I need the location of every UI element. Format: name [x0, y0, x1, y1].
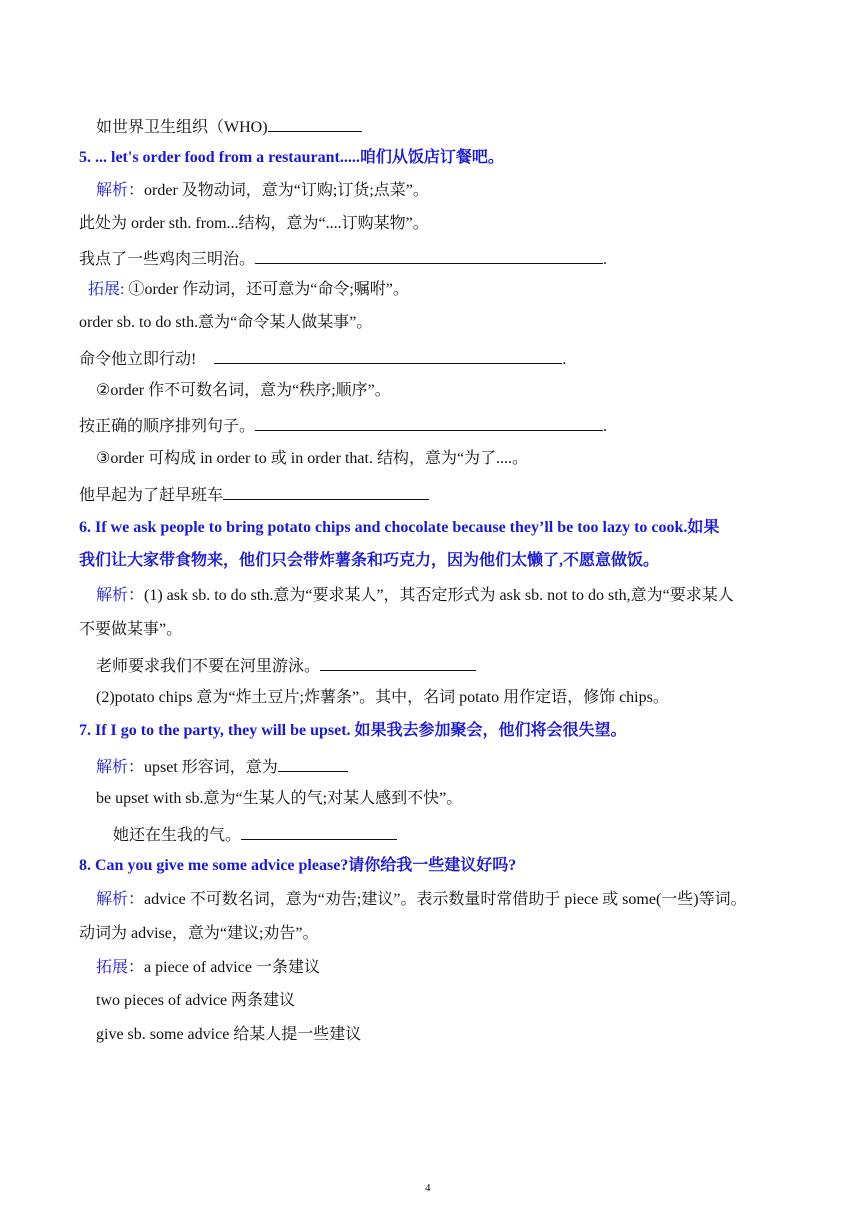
text-line	[96, 890, 747, 910]
text-line	[96, 789, 462, 809]
line-text: 命令他立即行动!	[79, 351, 197, 368]
text-line	[96, 115, 362, 138]
extension-label: 拓展:	[88, 281, 125, 298]
line-text: ：upset 形容词，意为	[128, 759, 278, 776]
text-line	[113, 823, 397, 846]
extension-label: 拓展	[96, 959, 129, 976]
answer-blank[interactable]	[214, 347, 562, 364]
answer-blank[interactable]	[320, 654, 476, 671]
line-text: give sb. some advice 给某人提一些建议	[96, 1026, 362, 1043]
analysis-label: 解析	[96, 587, 129, 604]
text-line	[79, 414, 607, 437]
line-text: two pieces of advice 两条建议	[96, 992, 296, 1009]
answer-blank[interactable]	[255, 247, 603, 264]
text-line	[96, 958, 320, 978]
line-text: 按正确的顺序排列句子。	[79, 418, 256, 435]
line-text: ③order 可构成 in order to 或 in order that. 结构，意为“为了....。	[96, 450, 529, 467]
section-heading-6	[79, 518, 719, 538]
line-text: 动词为 advise，意为“建议;劝告”。	[79, 925, 319, 942]
heading-text: 8. Can you give me some advice please?请你给我一些建议好吗?	[79, 857, 517, 874]
heading-text: 5. ... let's order food from a restaurant.....咱们从饭店订餐吧。	[79, 149, 504, 166]
line-text: 他早起为了赶早班车	[79, 487, 224, 504]
text-line	[79, 347, 566, 370]
heading-text: 我们让大家带食物来，他们只会带炸薯条和巧克力，因为他们太懒了,不愿意做饭。	[79, 552, 660, 569]
section-heading-6-cont	[79, 551, 659, 571]
text-line	[96, 991, 295, 1011]
line-text: 她还在生我的气。	[113, 827, 242, 844]
answer-blank[interactable]	[223, 483, 429, 500]
line-text: (2)potato chips 意为“炸土豆片;炸薯条”。其中，名词 potato 用作定语，修饰 chips。	[96, 689, 669, 706]
text-line	[96, 1025, 361, 1045]
line-end: .	[603, 418, 608, 435]
text-line	[79, 247, 607, 270]
analysis-label: 解析	[96, 759, 129, 776]
line-end: .	[562, 351, 567, 368]
text-line	[96, 688, 669, 708]
text-line	[79, 620, 182, 640]
line-text: ：a piece of advice 一条建议	[128, 959, 320, 976]
text-line	[79, 313, 372, 333]
text-line	[79, 483, 429, 506]
section-heading-5	[79, 148, 504, 168]
text-line	[96, 654, 476, 677]
answer-blank[interactable]	[268, 115, 362, 132]
text-line	[96, 755, 348, 778]
analysis-label: 解析	[96, 182, 129, 199]
line-text: ：order 及物动词，意为“订购;订货;点菜”。	[128, 182, 429, 199]
line-text: 此处为 order sth. from...结构，意为“....订购某物”。	[79, 215, 429, 232]
line-end: .	[603, 251, 608, 268]
line-text: ①order 作动词，还可意为“命令;嘱咐”。	[124, 281, 409, 298]
line-text: 我点了一些鸡肉三明治。	[79, 251, 256, 268]
answer-blank[interactable]	[241, 823, 397, 840]
answer-blank[interactable]	[255, 414, 603, 431]
section-heading-7	[79, 721, 627, 741]
line-text: 不要做某事”。	[79, 621, 183, 638]
section-heading-8	[79, 856, 516, 876]
line-text: ②order 作不可数名词，意为“秩序;顺序”。	[96, 382, 391, 399]
line-text: 如世界卫生组织（WHO)	[96, 119, 268, 136]
text-line	[96, 586, 734, 606]
text-line	[88, 280, 409, 300]
line-text: ：(1) ask sb. to do sth.意为“要求某人”，其否定形式为 ask sb. not to do sth,意为“要求某人	[128, 587, 734, 604]
line-text: order sb. to do sth.意为“命令某人做某事”。	[79, 314, 373, 331]
heading-text: 7. If I go to the party, they will be upset. 如果我去参加聚会，他们将会很失望。	[79, 722, 627, 739]
text-line	[79, 924, 319, 944]
analysis-label: 解析	[96, 891, 129, 908]
text-line	[96, 181, 429, 201]
line-text: be upset with sb.意为“生某人的气;对某人感到不快”。	[96, 790, 463, 807]
line-text: 老师要求我们不要在河里游泳。	[96, 658, 321, 675]
line-text: ：advice 不可数名词，意为“劝告;建议”。表示数量时常借助于 piece 或 some(一些)等词。	[128, 891, 747, 908]
text-line	[96, 381, 391, 401]
heading-text: 6. If we ask people to bring potato chips and chocolate because they’ll be too lazy to cook.如果	[79, 519, 720, 536]
text-line	[79, 214, 429, 234]
page-number: 4	[425, 1182, 431, 1194]
text-line	[96, 449, 528, 469]
answer-blank[interactable]	[278, 755, 348, 772]
